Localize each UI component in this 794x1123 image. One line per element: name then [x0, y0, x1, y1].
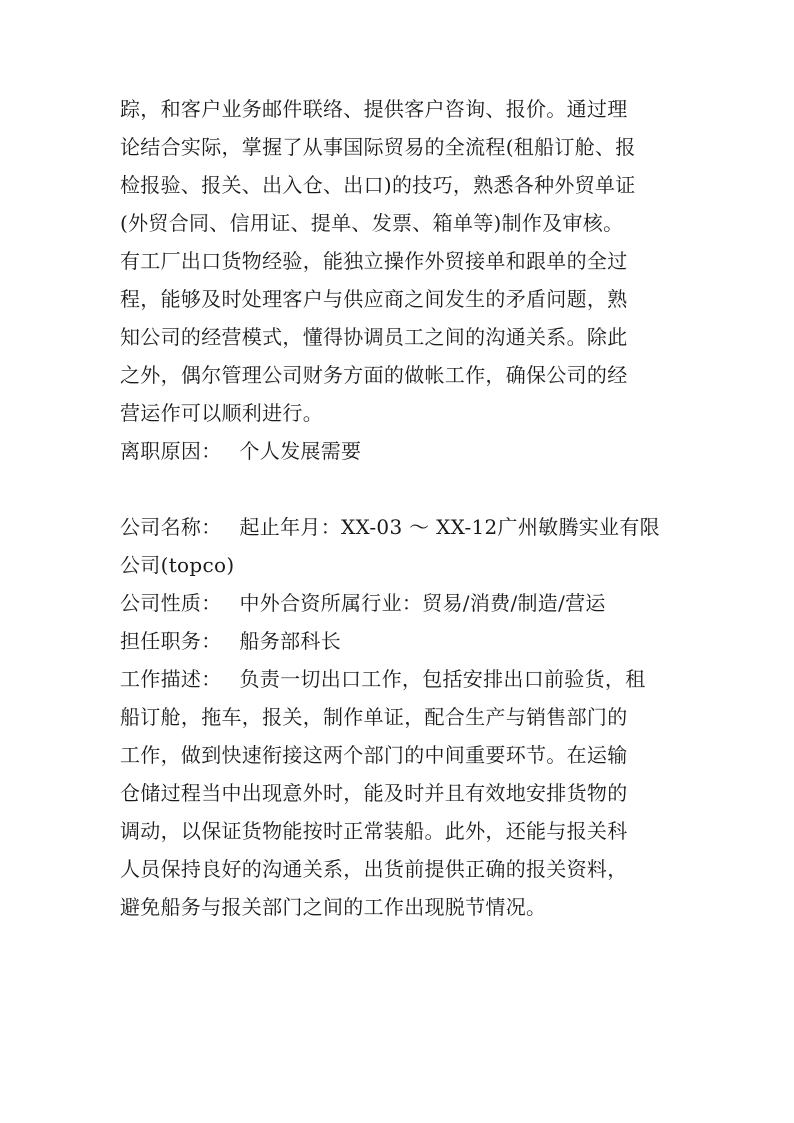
work-description-line: 船订舱，拖车，报关，制作单证，配合生产与销售部门的: [120, 705, 628, 729]
company-nature-value: 中外合资所属行业：贸易/消费/制造/营运: [239, 591, 606, 615]
description-line: 之外，偶尔管理公司财务方面的做帐工作，确保公司的经: [120, 363, 628, 387]
leave-reason-label: 离职原因：: [120, 439, 222, 463]
description-line: 程，能够及时处理客户与供应商之间发生的矛盾问题，熟: [120, 287, 628, 311]
position-row: [120, 622, 680, 660]
description-line: 检报验、报关、出入仓、出口)的技巧，熟悉各种外贸单证: [120, 173, 636, 197]
position-value: 船务部科长: [239, 629, 341, 653]
leave-reason-value: 个人发展需要: [239, 439, 362, 463]
work-description-line: 人员保持良好的沟通关系，出货前提供正确的报关资料，: [120, 857, 628, 881]
position-label: 担任职务：: [120, 629, 222, 653]
company-name-value-continued: 公司(topco): [120, 553, 235, 577]
company-name-row: [120, 508, 680, 546]
company-name-label: 公司名称：: [120, 515, 222, 539]
description-line: (外贸合同、信用证、提单、发票、箱单等)制作及审核。: [120, 211, 624, 235]
work-description-line: 避免船务与报关部门之间的工作出现脱节情况。: [120, 895, 547, 919]
work-description-row: [120, 660, 680, 698]
resume-content: [120, 90, 680, 926]
work-description-line: 调动，以保证货物能按时正常装船。此外，还能与报关科: [120, 819, 628, 843]
work-description-first-line: 负责一切出口工作，包括安排出口前验货，租: [239, 667, 646, 691]
section-spacer: [120, 470, 680, 508]
work-description-line: 工作，做到快速衔接这两个部门的中间重要环节。在运输: [120, 743, 628, 767]
company-name-value: 起止年月：XX-03 ～ XX-12广州敏腾实业有限: [239, 515, 660, 539]
company-nature-row: [120, 584, 680, 622]
description-line: 知公司的经营模式，懂得协调员工之间的沟通关系。除此: [120, 325, 628, 349]
work-description-label: 工作描述：: [120, 667, 222, 691]
company-nature-label: 公司性质：: [120, 591, 222, 615]
description-line: 营运作可以顺利进行。: [120, 401, 323, 425]
description-line: 论结合实际，掌握了从事国际贸易的全流程(租船订舱、报: [120, 135, 636, 159]
description-line: 有工厂出口货物经验，能独立操作外贸接单和跟单的全过: [120, 249, 628, 273]
description-line: 踪，和客户业务邮件联络、提供客户咨询、报价。通过理: [120, 97, 628, 121]
job-description-continued: [120, 90, 680, 432]
leave-reason-row: [120, 432, 680, 470]
work-description-line: 仓储过程当中出现意外时，能及时并且有效地安排货物的: [120, 781, 628, 805]
job-entry: [120, 508, 680, 926]
